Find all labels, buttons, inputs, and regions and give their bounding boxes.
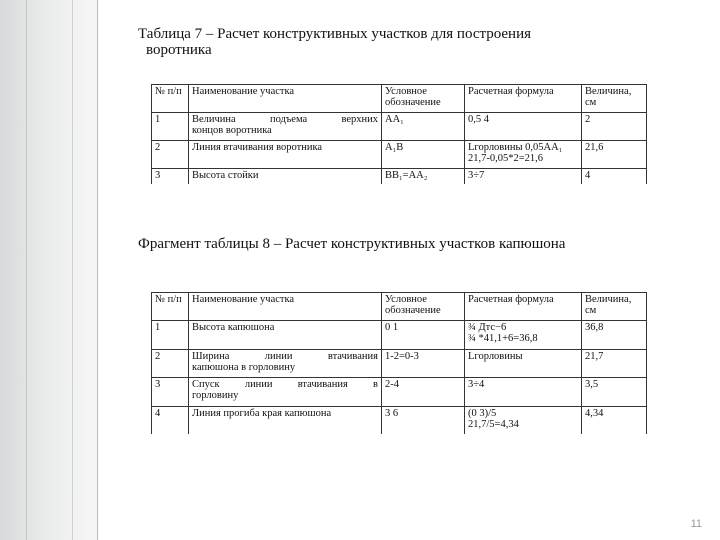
- row-symbol: АА₁: [382, 113, 465, 141]
- table7-caption: [138, 26, 638, 58]
- page-number: 11: [690, 518, 702, 530]
- table-row: [152, 169, 647, 184]
- row-num: 3: [152, 169, 189, 184]
- word: Спуск: [192, 379, 220, 391]
- word: Ширина: [192, 350, 230, 362]
- row-formula-line2: ¾ *41,1+6=36,8: [468, 333, 538, 345]
- table-row: [152, 406, 647, 434]
- row-name-line1: [192, 379, 378, 390]
- row-name: Высота стойки: [189, 169, 382, 184]
- table8-caption: Фрагмент таблицы 8 – Расчет конструктивных участков капюшона: [138, 236, 566, 252]
- row-name-line2: горловину: [192, 390, 239, 402]
- row-value: 3,5: [582, 378, 647, 406]
- table-row: [152, 321, 647, 349]
- row-name-line2: капюшона в горловину: [192, 361, 296, 373]
- row-num: 3: [152, 378, 189, 406]
- row-formula: 3÷4: [465, 378, 582, 406]
- row-value: 4: [582, 169, 647, 184]
- row-formula-line2: 21,7/5=4,34: [468, 418, 519, 430]
- word: втачивания: [327, 350, 378, 362]
- table7-header-symbol: Условное обозначение: [382, 85, 465, 113]
- row-name: [189, 378, 382, 406]
- row-formula: [465, 321, 582, 349]
- row-name: [189, 113, 382, 141]
- row-formula-line1: Lгорловины 0,05АА₁: [468, 142, 563, 154]
- word: линии: [264, 350, 293, 362]
- table8-header-value: Величина, см: [582, 293, 647, 321]
- row-name: Линия втачивания воротника: [189, 141, 382, 169]
- row-name-line2: концов воротника: [192, 125, 272, 137]
- table-row: [152, 349, 647, 377]
- row-name: [189, 349, 382, 377]
- row-symbol: 3 6: [382, 406, 465, 434]
- row-num: 1: [152, 321, 189, 349]
- row-formula: [465, 406, 582, 434]
- row-value: 36,8: [582, 321, 647, 349]
- table7: [151, 84, 647, 184]
- slide-edge-line: [97, 0, 98, 540]
- row-value: 21,6: [582, 141, 647, 169]
- table8-header-formula: Расчетная формула: [465, 293, 582, 321]
- row-value: 21,7: [582, 349, 647, 377]
- row-symbol: 0 1: [382, 321, 465, 349]
- row-formula-line2: 21,7-0,05*2=21,6: [468, 153, 544, 165]
- row-symbol: 1-2=0-3: [382, 349, 465, 377]
- word: втачивания: [297, 379, 348, 391]
- row-symbol: 2-4: [382, 378, 465, 406]
- word: линии: [244, 379, 273, 391]
- row-formula-line1: (0 3)/5: [468, 407, 497, 419]
- row-symbol: ВВ₁=АА₂: [382, 169, 465, 184]
- row-name: Высота капюшона: [189, 321, 382, 349]
- table7-caption-line1: Таблица 7 – Расчет конструктивных участков для построения: [138, 26, 532, 42]
- row-value: 4,34: [582, 406, 647, 434]
- table7-header-formula: Расчетная формула: [465, 85, 582, 113]
- table7-header-value: Величина, см: [582, 85, 647, 113]
- row-name: Линия прогиба края капюшона: [189, 406, 382, 434]
- word: верхних: [341, 114, 378, 126]
- table-row: [152, 113, 647, 141]
- row-formula: [465, 141, 582, 169]
- row-name-line1: [192, 114, 378, 125]
- word: подъема: [269, 114, 308, 126]
- row-formula: Lгорловины: [465, 349, 582, 377]
- word: Величина: [192, 114, 236, 126]
- word: в: [373, 379, 378, 391]
- table8-header-symbol: Условное обозначение: [382, 293, 465, 321]
- row-name-line1: [192, 351, 378, 362]
- row-num: 2: [152, 349, 189, 377]
- table8-scan: [151, 292, 647, 434]
- table8-header-name: Наименование участка: [189, 293, 382, 321]
- table7-header-row: [152, 85, 647, 113]
- table8-header-num: № п/п: [152, 293, 189, 321]
- table8: [151, 292, 647, 434]
- table7-header-name: Наименование участка: [189, 85, 382, 113]
- row-num: 4: [152, 406, 189, 434]
- row-num: 2: [152, 141, 189, 169]
- row-formula-line1: ¾ Дтс−6: [468, 322, 507, 334]
- decorative-side-strip: [0, 0, 98, 540]
- row-formula: 3÷7: [465, 169, 582, 184]
- table7-caption-line2: воротника: [146, 42, 212, 58]
- row-value: 2: [582, 113, 647, 141]
- table7-scan: [151, 84, 647, 184]
- row-num: 1: [152, 113, 189, 141]
- table-row: [152, 141, 647, 169]
- row-formula: 0,5 4: [465, 113, 582, 141]
- table-row: [152, 378, 647, 406]
- table8-header-row: [152, 293, 647, 321]
- row-symbol: А₁В: [382, 141, 465, 169]
- table7-header-num: № п/п: [152, 85, 189, 113]
